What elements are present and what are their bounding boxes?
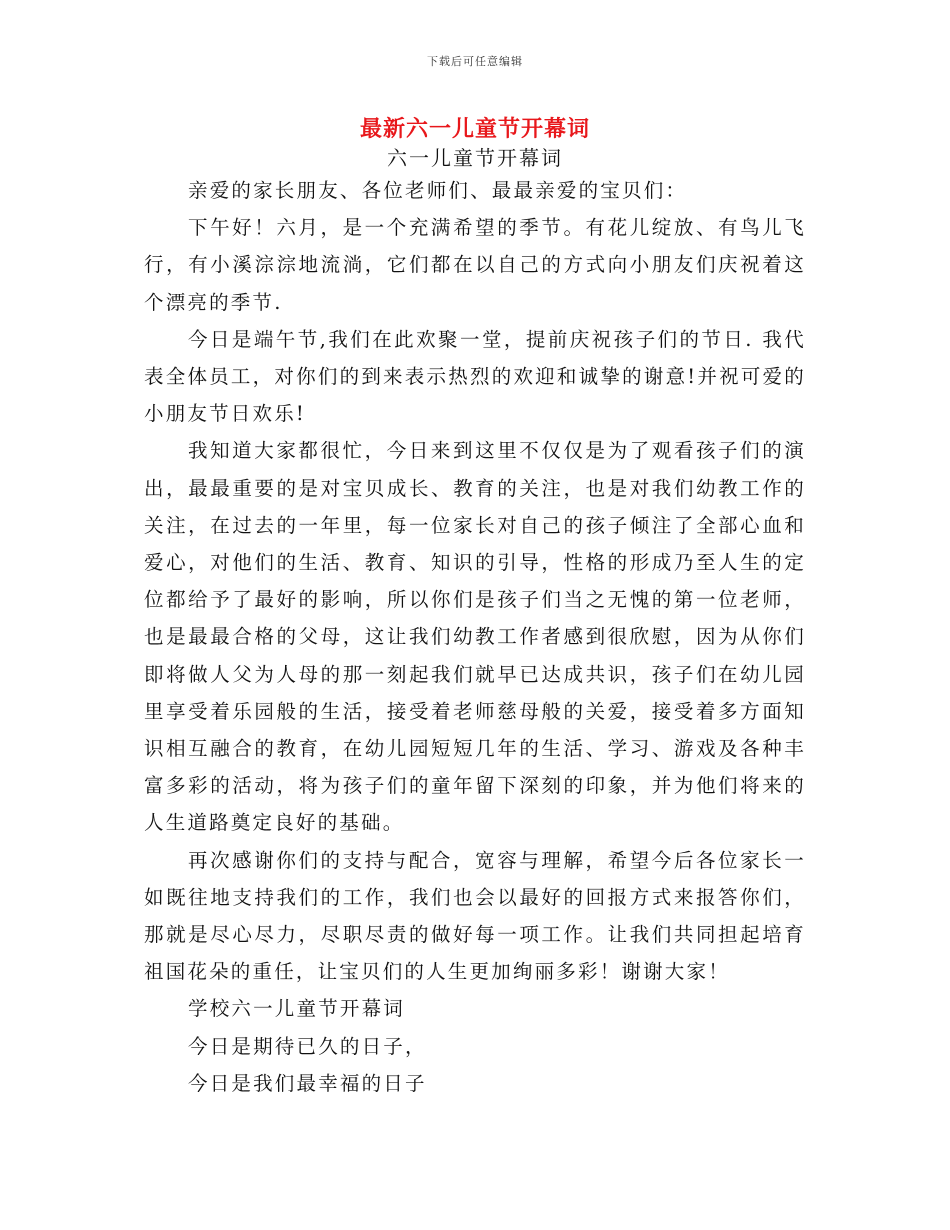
paragraph: 再次感谢你们的支持与配合，宽容与理解，希望今后各位家长一如既往地支持我们的工作，我们也会以最好的回报方式来报答你们，那就是尽心尽力，尽职尽责的做好每一项工作。让我们共同担起培育祖国花朵的重任，让宝贝们的人生更加绚丽多彩！谢谢大家！ [144,848,806,984]
document-body [144,172,806,1102]
document-subtitle: 六一儿童节开幕词 [387,146,563,170]
paragraph: 今日是我们最幸福的日子 [188,1071,427,1095]
paragraph: 今日是期待已久的日子， [188,1034,427,1058]
paragraph: 今日是端午节,我们在此欢聚一堂，提前庆祝孩子们的节日. 我代表全体员工，对你们的到来表示热烈的欢迎和诚挚的谢意!并祝可爱的小朋友节日欢乐! [144,327,806,426]
section-heading: 学校六一儿童节开幕词 [188,997,406,1021]
paragraph-greeting: 亲爱的家长朋友、各位老师们、最最亲爱的宝贝们： [188,179,688,202]
document-title: 最新六一儿童节开幕词 [359,116,590,142]
header-note: 下载后可任意编辑 [427,55,523,68]
paragraph: 下午好！六月，是一个充满希望的季节。有花儿绽放、有鸟儿飞行，有小溪淙淙地流淌，它们都在以自己的方式向小朋友们庆祝着这个漂亮的季节. [144,216,806,314]
paragraph: 我知道大家都很忙，今日来到这里不仅仅是为了观看孩子们的演出，最最重要的是对宝贝成长、教育的关注，也是对我们幼教工作的关注，在过去的一年里，每一位家长对自己的孩子倾注了全部心血和爱心，对他们的生活、教育、知识的引导，性格的形成乃至人生的定位都给予了最好的影响，所以你们是孩子们当之无愧的第一位老师，也是最最合格的父母，这让我们幼教工作者感到很欣慰，因为从你们即将做人父为人母的那一刻起我们就早已达成共识，孩子们在幼儿园里享受着乐园般的生活，接受着老师慈母般的关爱，接受着多方面知识相互融合的教育，在幼儿园短短几年的生活、学习、游戏及各种丰富多彩的活动，将为孩子们的童年留下深刻的印象，并为他们将来的人生道路奠定良好的基础。 [144,439,806,835]
